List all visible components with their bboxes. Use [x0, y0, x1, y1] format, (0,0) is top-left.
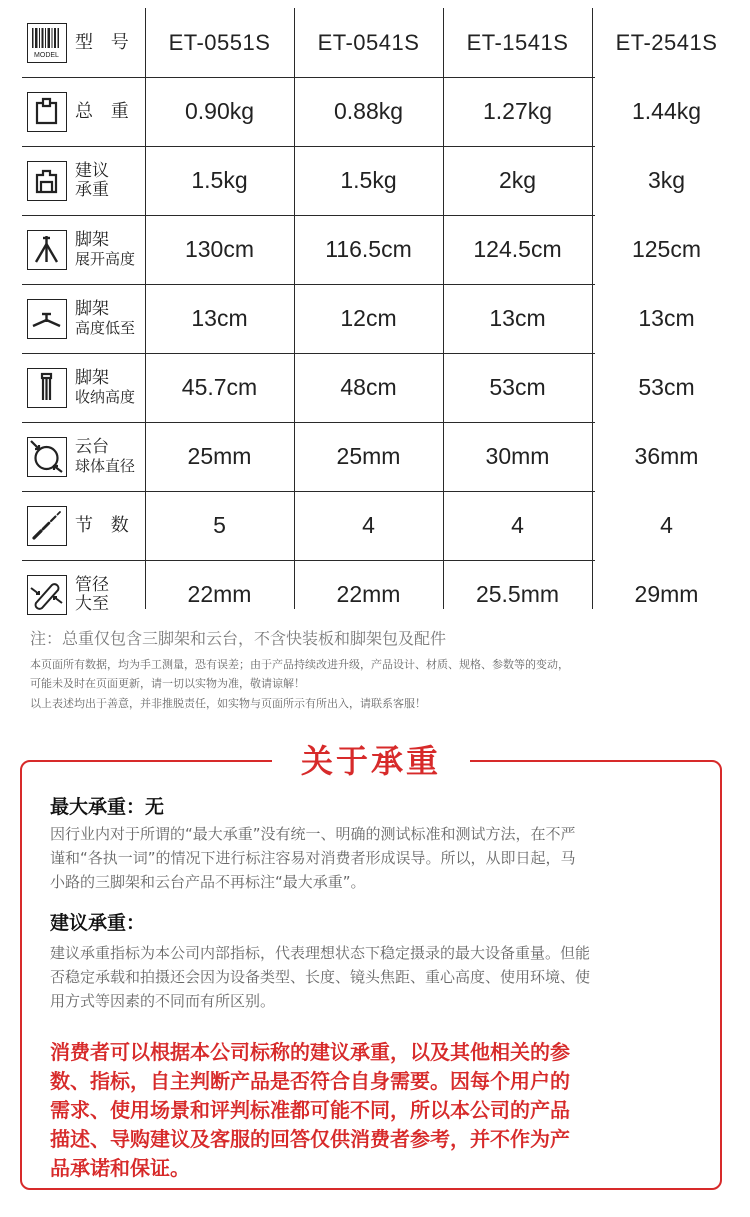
row-divider: [22, 422, 595, 423]
row-label-line2: 大至: [75, 593, 109, 614]
notice-line: 品承诺和保证。: [50, 1156, 190, 1180]
disclaimer-line: 可能未及时在页面更新，请一切以实物为准，敬请谅解！: [30, 677, 305, 690]
row-label-line2: 承重: [75, 179, 109, 200]
paragraph-line: 谨和“各执一词”的情况下进行标注容易对消费者形成误导。所以，从即日起，马: [50, 849, 576, 867]
sections-value: 4: [362, 512, 375, 538]
load-value: 3kg: [647, 167, 686, 193]
ball-head-value: 25mm: [336, 443, 401, 469]
suggested-load-paragraph: [50, 941, 590, 1013]
load-value: 2kg: [498, 167, 537, 193]
model-value: ET-1541S: [466, 29, 569, 55]
ball-head-value: 30mm: [485, 443, 550, 469]
sections-value: 4: [511, 512, 524, 538]
row-divider: [22, 491, 595, 492]
column-divider: [592, 8, 593, 609]
row-divider: [22, 215, 595, 216]
table-row-ball-head: [22, 422, 699, 491]
notice-line: 需求、使用场景和评判标准都可能不同，所以本公司的产品: [50, 1098, 570, 1122]
row-label: 节 数: [75, 515, 135, 536]
disclaimer-line: 本页面所有数据，均为手工测量，恐有误差；由于产品持续改进升级，产品设计、材质、规格、参数等的变动，: [30, 658, 569, 671]
row-label-line1: 脚架: [75, 298, 109, 319]
table-row-weight: [22, 77, 702, 146]
row-label: 型 号: [75, 32, 135, 53]
weight-value: 0.88kg: [333, 98, 404, 124]
notice-line: 描述、导购建议及客服的回答仅供消费者参考，并不作为产: [50, 1127, 570, 1151]
paragraph-line: 小路的三脚架和云台产品不再标注“最大承重”。: [50, 873, 366, 891]
weight-value: 1.27kg: [482, 98, 553, 124]
max-height-value: 130cm: [184, 236, 255, 262]
table-row-sections: [22, 491, 673, 560]
column-divider: [145, 8, 146, 609]
row-label-line1: 脚架: [75, 367, 109, 388]
tube-diameter-value: 22mm: [187, 581, 252, 607]
model-value: ET-0541S: [317, 29, 420, 55]
table-row-max-height: [22, 215, 702, 284]
max-load-paragraph: [50, 822, 576, 894]
load-value: 1.5kg: [340, 167, 397, 193]
min-height-value: 13cm: [638, 305, 695, 331]
table-row-folded-height: [22, 353, 695, 422]
min-height-value: 13cm: [489, 305, 546, 331]
consumer-notice: [50, 1038, 570, 1183]
folded-height-value: 53cm: [638, 374, 695, 400]
weight-value: 0.90kg: [184, 98, 255, 124]
min-height-value: 12cm: [340, 305, 397, 331]
tube-diameter-value: 25.5mm: [475, 581, 560, 607]
table-row-min-height: [22, 284, 695, 353]
row-label-line1: 管径: [75, 574, 109, 595]
notice-line: 消费者可以根据本公司标称的建议承重，以及其他相关的参: [50, 1040, 570, 1064]
row-label-line2: 展开高度: [75, 249, 136, 268]
sections-value: 4: [660, 512, 673, 538]
load-icon: [27, 161, 67, 201]
ball-head-icon: [27, 437, 67, 477]
model-value: ET-2541S: [615, 29, 718, 55]
ball-head-value: 36mm: [634, 443, 699, 469]
row-divider: [22, 77, 595, 78]
load-value: 1.5kg: [191, 167, 248, 193]
folded-height-value: 48cm: [340, 374, 397, 400]
column-divider: [294, 8, 295, 609]
suggested-load-heading: 建议承重：: [50, 912, 146, 934]
sections-icon: [27, 506, 67, 546]
paragraph-line: 否稳定承载和拍摄还会因为设备类型、长度、镜头焦距、重心高度、使用环境、使: [50, 968, 591, 986]
row-label-line1: 建议: [75, 160, 109, 181]
ball-head-value: 25mm: [187, 443, 252, 469]
tube-diameter-value: 29mm: [634, 581, 699, 607]
tripod-icon: [27, 230, 67, 270]
row-label-line1: 脚架: [75, 229, 109, 250]
tube-diameter-icon: [27, 575, 67, 615]
row-divider: [22, 560, 595, 561]
disclaimer-line: 以上表述均出于善意，并非推脱责任，如实物与页面所示有所出入，请联系客服！: [30, 697, 426, 710]
folded-height-value: 53cm: [489, 374, 546, 400]
max-load-heading: 最大承重：无: [50, 796, 165, 818]
min-height-value: 13cm: [191, 305, 248, 331]
notice-line: 数、指标，自主判断产品是否符合自身需要。因每个用户的: [50, 1069, 570, 1093]
row-divider: [22, 284, 595, 285]
paragraph-line: 建议承重指标为本公司内部指标，代表理想状态下稳定摄录的最大设备重量。但能: [50, 944, 591, 962]
table-row-load: [22, 146, 686, 215]
column-divider: [443, 8, 444, 609]
paragraph-line: 用方式等因素的不同而有所区别。: [50, 992, 276, 1010]
max-height-value: 125cm: [631, 236, 702, 262]
model-value: ET-0551S: [168, 29, 271, 55]
tripod-low-icon: [27, 299, 67, 339]
folded-height-value: 45.7cm: [181, 374, 258, 400]
row-divider: [22, 146, 595, 147]
weight-value: 1.44kg: [631, 98, 702, 124]
row-label-line2: 收纳高度: [75, 387, 136, 406]
barcode-text: MODEL: [34, 52, 59, 59]
row-label-line1: 云台: [75, 436, 109, 457]
row-label-line2: 球体直径: [75, 456, 136, 475]
spec-table: [22, 8, 718, 629]
table-row-tube-diameter: [22, 560, 699, 629]
max-height-value: 124.5cm: [473, 236, 562, 262]
sections-value: 5: [213, 512, 226, 538]
weight-icon: [27, 92, 67, 132]
weight-note: 注：总重仅包含三脚架和云台，不含快装板和脚架包及配件: [30, 629, 447, 648]
row-divider: [22, 353, 595, 354]
tube-diameter-value: 22mm: [336, 581, 401, 607]
max-height-value: 116.5cm: [325, 236, 412, 262]
paragraph-line: 因行业内对于所谓的“最大承重”没有统一、明确的测试标准和测试方法，在不严: [50, 825, 576, 843]
model-barcode-icon: [27, 23, 67, 63]
panel-title: 关于承重: [300, 742, 441, 780]
folded-tripod-icon: [27, 368, 67, 408]
row-label-line2: 高度低至: [75, 318, 136, 337]
table-row-model: [22, 8, 718, 77]
row-label: 总 重: [75, 101, 135, 122]
